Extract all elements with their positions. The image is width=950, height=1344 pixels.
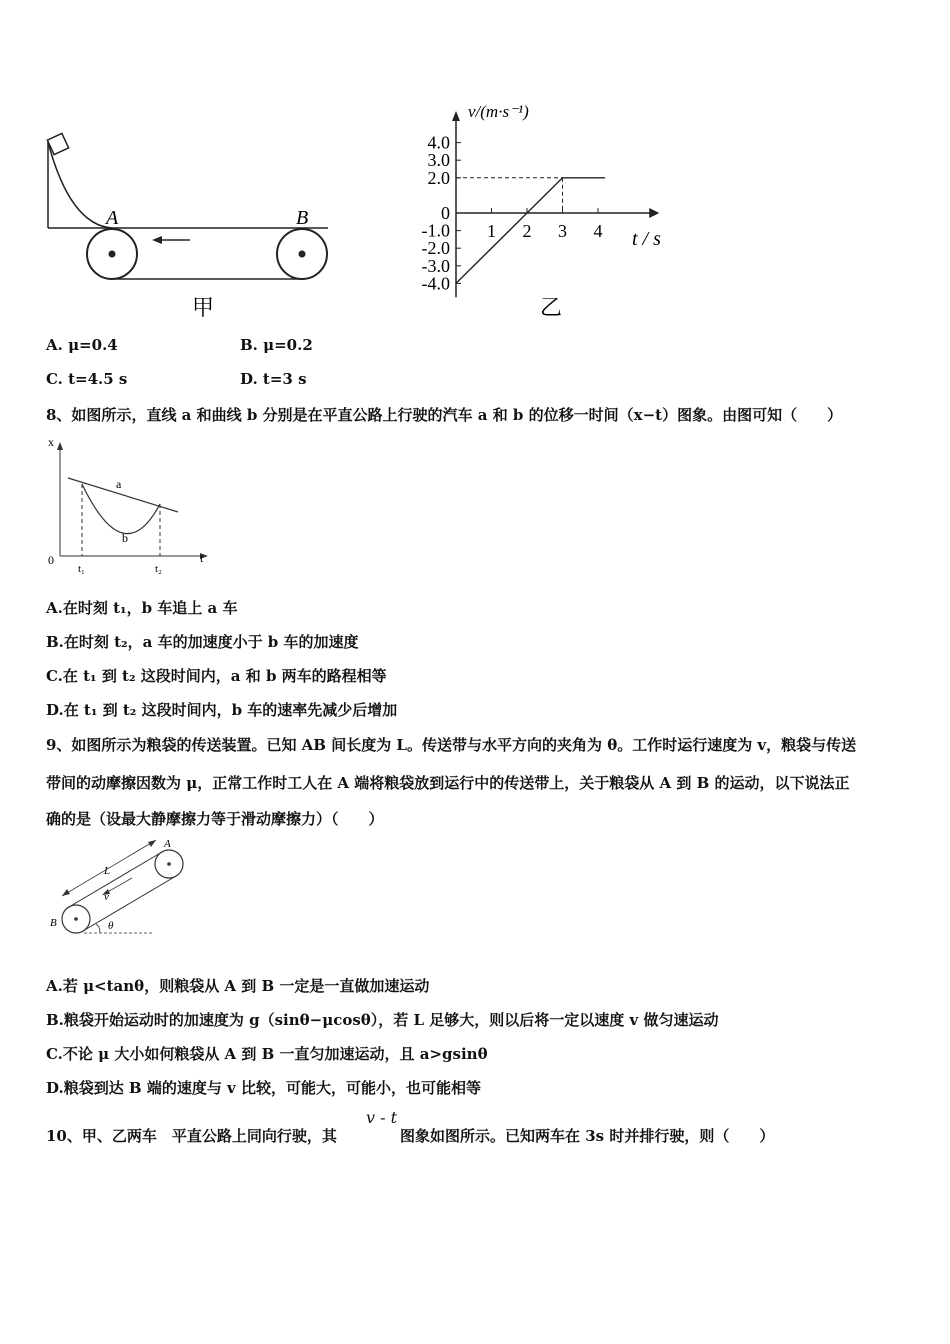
x-tick-label: 2 bbox=[522, 221, 532, 241]
q7-option-a[interactable]: A. μ=0.4 bbox=[46, 336, 118, 354]
figure-yi-chart bbox=[410, 95, 680, 325]
q10-stem-part2: 图象如图所示。已知两车在 3s 时并排行驶，则（ ） bbox=[400, 1127, 775, 1145]
line-a bbox=[68, 478, 178, 512]
q7-option-b[interactable]: B. μ=0.2 bbox=[240, 336, 313, 354]
q10-vt-label: v - t bbox=[366, 1108, 398, 1127]
y-tick-label: 2.0 bbox=[427, 167, 450, 188]
q7-option-c[interactable]: C. t=4.5 s bbox=[46, 370, 128, 388]
label-a: A bbox=[106, 207, 119, 229]
y-tick-label: -3.0 bbox=[421, 255, 450, 276]
svg-text:a: a bbox=[116, 477, 122, 491]
x-tick-label: 4 bbox=[593, 221, 603, 241]
y-axis-arrow bbox=[452, 111, 460, 121]
q9-option-d[interactable]: D.粮袋到达 B 端的速度与 v 比较，可能大，可能小，也可能相等 bbox=[46, 1079, 481, 1097]
figure-q9 bbox=[44, 834, 204, 944]
q10-stem-part1: 10、甲、乙两车 平直公路上同向行驶，其 bbox=[46, 1127, 337, 1145]
chart-xlabel: t / s bbox=[632, 228, 661, 250]
q9-option-a[interactable]: A.若 μ<tanθ，则粮袋从 A 到 B 一定是一直做加速运动 bbox=[46, 977, 430, 995]
q8-option-b[interactable]: B.在时刻 t₂，a 车的加速度小于 b 车的加速度 bbox=[46, 633, 359, 651]
q9-stem-line1: 9、如图所示为粮袋的传送装置。已知 AB 间长度为 L。传送带与水平方向的夹角为 θ。工作时运行速度为 v，粮袋与传送 bbox=[46, 736, 857, 754]
q8-option-d[interactable]: D.在 t₁ 到 t₂ 这段时间内，b 车的速率先减少后增加 bbox=[46, 701, 398, 719]
svg-text:θ: θ bbox=[108, 920, 114, 932]
q9-stem-line3: 确的是（设最大静摩擦力等于滑动摩擦力）（ ） bbox=[46, 810, 384, 828]
label-b: B bbox=[296, 207, 309, 229]
svg-text:A: A bbox=[164, 838, 171, 850]
svg-text:x: x bbox=[48, 435, 54, 449]
x-tick-label: 1 bbox=[487, 221, 496, 241]
svg-text:v: v bbox=[104, 891, 109, 903]
svg-text:t: t bbox=[200, 551, 204, 565]
svg-text:t₂: t₂ bbox=[155, 563, 162, 575]
svg-text:0: 0 bbox=[48, 553, 54, 567]
curve-b bbox=[82, 484, 160, 534]
y-tick-label: 3.0 bbox=[427, 150, 450, 171]
caption-yi: 乙 bbox=[540, 295, 563, 320]
q9-option-c[interactable]: C.不论 μ 大小如何粮袋从 A 到 B 一直匀加速运动，且 a>gsinθ bbox=[46, 1045, 488, 1063]
figure-jia bbox=[40, 130, 340, 325]
svg-text:b: b bbox=[122, 531, 128, 545]
caption-jia: 甲 bbox=[192, 295, 215, 320]
svg-text:B: B bbox=[50, 917, 57, 929]
y-tick-label: -1.0 bbox=[421, 220, 450, 241]
svg-text:t₁: t₁ bbox=[78, 563, 85, 575]
y-tick-label: 0 bbox=[441, 203, 450, 223]
q7-option-d[interactable]: D. t=3 s bbox=[240, 370, 307, 388]
figure-q8 bbox=[44, 432, 219, 580]
x-tick-label: 3 bbox=[558, 221, 567, 241]
chart-ylabel: v/(m·s⁻¹) bbox=[468, 102, 529, 121]
y-tick-label: -4.0 bbox=[421, 273, 450, 294]
y-tick-label: -2.0 bbox=[421, 238, 450, 259]
y-tick-label: 4.0 bbox=[427, 132, 450, 153]
svg-text:L: L bbox=[104, 865, 111, 877]
x-axis-arrow bbox=[649, 208, 659, 218]
q8-option-c[interactable]: C.在 t₁ 到 t₂ 这段时间内，a 和 b 两车的路程相等 bbox=[46, 667, 387, 685]
q9-stem-line2: 带间的动摩擦因数为 μ，正常工作时工人在 A 端将粮袋放到运行中的传送带上，关于粮袋从 A 到 B 的运动，以下说法正 bbox=[46, 774, 850, 792]
q8-stem: 8、如图所示，直线 a 和曲线 b 分别是在平直公路上行驶的汽车 a 和 b 的位移一时间（x−t）图象。由图可知（ ） bbox=[46, 406, 843, 424]
q9-option-b[interactable]: B.粮袋开始运动时的加速度为 g（sinθ−μcosθ），若 L 足够大，则以后将一定以速度 v 做匀速运动 bbox=[46, 1011, 719, 1029]
q8-option-a[interactable]: A.在时刻 t₁，b 车追上 a 车 bbox=[46, 599, 238, 617]
